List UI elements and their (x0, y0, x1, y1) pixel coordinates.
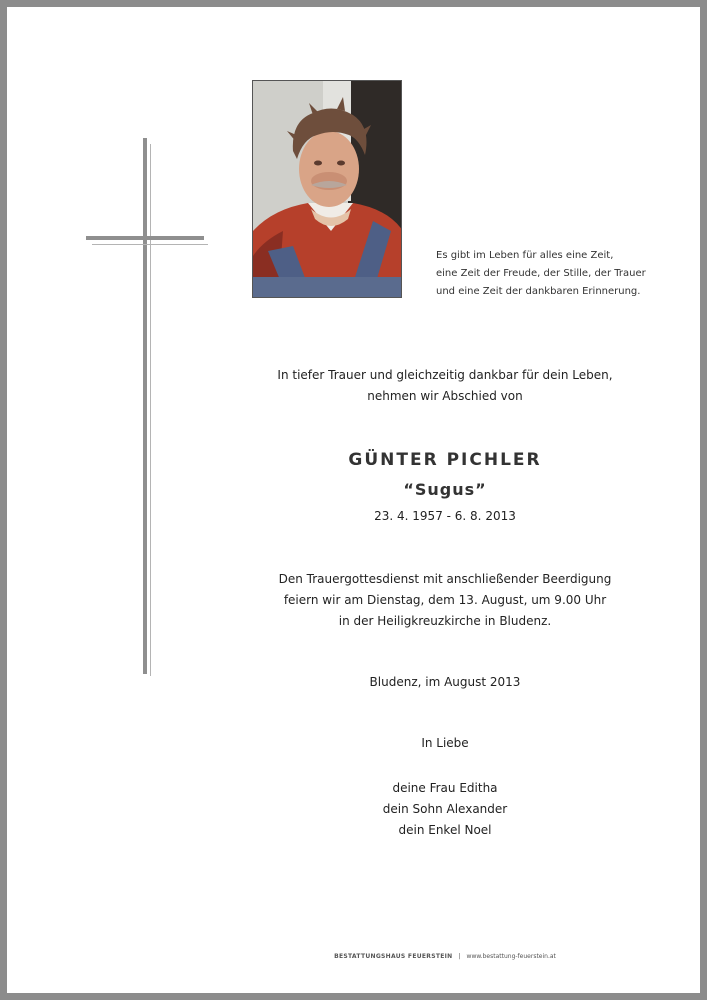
family-list (240, 778, 650, 841)
service-line: feiern wir am Dienstag, dem 13. August, um 9.00 Uhr (283, 593, 607, 607)
portrait-photo (252, 80, 402, 298)
intro-line: nehmen wir Abschied von (367, 389, 523, 403)
footer (240, 953, 650, 960)
place-date: Bludenz, im August 2013 (369, 675, 521, 689)
cross-vertical-shadow (150, 144, 151, 676)
life-dates: 23. 4. 1957 - 6. 8. 2013 (374, 509, 516, 523)
cross-vertical-bar (143, 138, 147, 674)
footer-company: BESTATTUNGSHAUS FEUERSTEIN (334, 953, 453, 960)
family-member: deine Frau Editha (392, 781, 498, 795)
quote-line: eine Zeit der Freude, der Stille, der Trauer (436, 268, 646, 279)
footer-separator: | (458, 953, 461, 960)
family-member: dein Sohn Alexander (382, 802, 508, 816)
cross-horizontal-shadow (92, 244, 208, 245)
closing-phrase: In Liebe (421, 736, 469, 750)
memorial-quote (436, 247, 646, 301)
intro-line: In tiefer Trauer und gleichzeitig dankbar für dein Leben, (277, 368, 613, 382)
family-member: dein Enkel Noel (398, 823, 492, 837)
deceased-nickname: “Sugus” (403, 480, 487, 499)
quote-line: und eine Zeit der dankbaren Erinnerung. (436, 286, 641, 297)
service-info (240, 569, 650, 632)
footer-website[interactable]: www.bestattung-feuerstein.at (466, 953, 556, 960)
intro-text (240, 365, 650, 407)
quote-line: Es gibt im Leben für alles eine Zeit, (436, 250, 614, 261)
cross-horizontal-bar (86, 236, 204, 240)
service-line: in der Heiligkreuzkirche in Bludenz. (338, 614, 552, 628)
deceased-name: GÜNTER PICHLER (348, 450, 542, 470)
service-line: Den Trauergottesdienst mit anschließender Beerdigung (278, 572, 612, 586)
